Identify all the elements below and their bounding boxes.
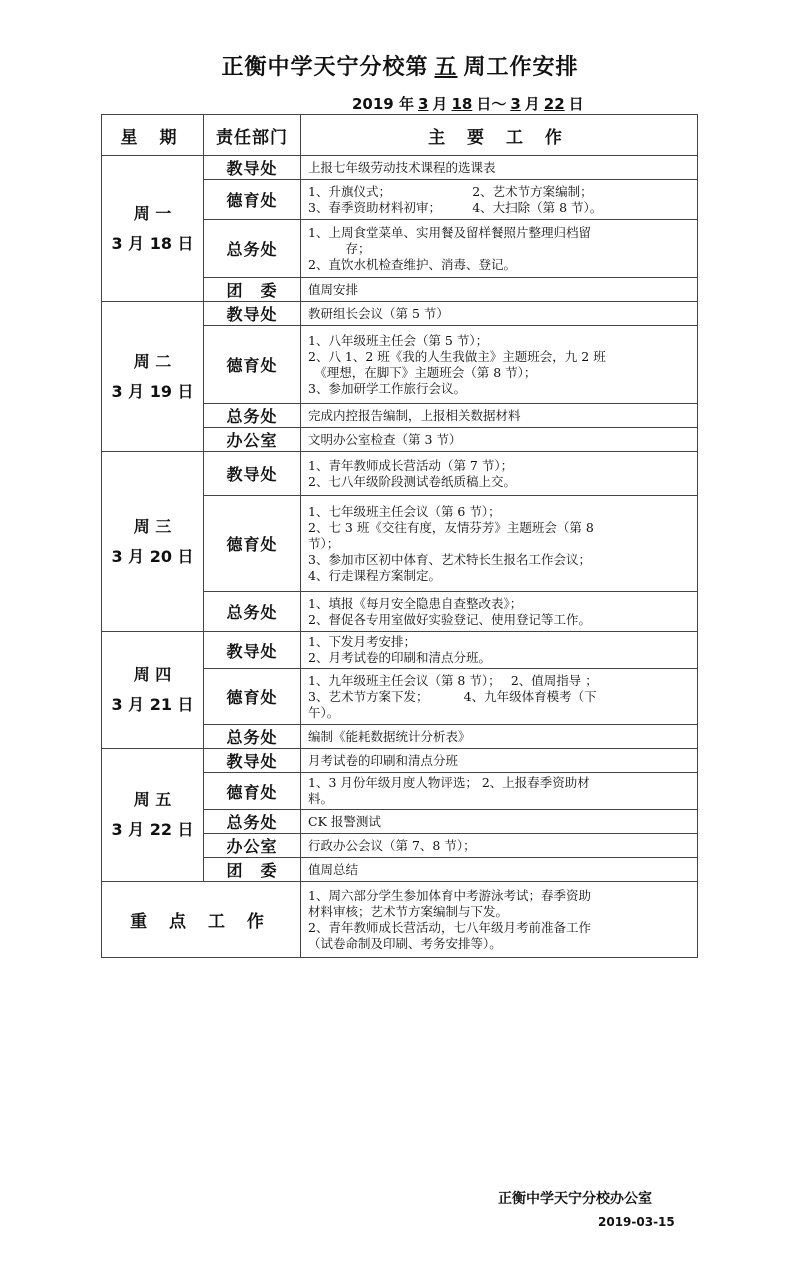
work-line: 3、参加市区初中体育、艺术特长生报名工作会议； xyxy=(308,551,591,567)
work-cell xyxy=(301,749,698,773)
work-line: 1、青年教师成长营活动（第 7 节）； xyxy=(308,457,514,473)
page-title xyxy=(0,50,800,81)
schedule-table xyxy=(101,114,698,958)
header-row xyxy=(102,115,698,156)
dept-cell: 总务处 xyxy=(204,810,301,834)
work-line: 1、填报《每月安全隐患自查整改表》； xyxy=(308,595,523,611)
dept-cell: 教导处 xyxy=(204,452,301,496)
work-cell xyxy=(301,592,698,632)
day-name: 周 一 xyxy=(133,203,172,223)
schedule-row xyxy=(102,632,698,669)
work-line: 完成内控报告编制，上报相关数据材料 xyxy=(308,407,521,423)
start-day: 18 xyxy=(451,95,473,113)
work-cell xyxy=(301,810,698,834)
work-cell xyxy=(301,180,698,220)
footer-org: 正衡中学天宁分校办公室 xyxy=(498,1191,652,1207)
day-cell xyxy=(102,156,204,302)
start-month: 3 xyxy=(417,95,429,113)
header-dept: 责任部门 xyxy=(204,115,301,156)
footer-date: 2019-03-15 xyxy=(598,1215,675,1229)
day-date: 3 月 21 日 xyxy=(111,695,194,714)
focus-row xyxy=(102,882,698,958)
schedule-row xyxy=(102,302,698,326)
focus-work-cell xyxy=(301,882,698,958)
work-cell xyxy=(301,278,698,302)
work-line: 1、七年级班主任会议（第 6 节）； xyxy=(308,503,501,519)
dept-cell: 办公室 xyxy=(204,428,301,452)
focus-label: 重 点 工 作 xyxy=(102,882,301,958)
work-line: 2、直饮水机检查维护、消毒、登记。 xyxy=(308,256,516,272)
dept-cell: 总务处 xyxy=(204,592,301,632)
header-work: 主 要 工 作 xyxy=(301,115,698,156)
header-day: 星 期 xyxy=(102,115,204,156)
dept-cell: 总务处 xyxy=(204,725,301,749)
work-cell xyxy=(301,220,698,278)
work-line: 午）。 xyxy=(308,704,340,720)
title-suffix: 周工作安排 xyxy=(463,55,579,80)
work-cell xyxy=(301,834,698,858)
dept-cell: 总务处 xyxy=(204,404,301,428)
day-cell xyxy=(102,632,204,749)
date-text: 月 xyxy=(524,95,540,113)
dept-cell: 教导处 xyxy=(204,749,301,773)
work-line: 1、下发月考安排； xyxy=(308,634,416,649)
work-line: 编制《能耗数据统计分析表》 xyxy=(308,728,471,744)
work-cell xyxy=(301,858,698,882)
work-line: 3、艺术节方案下发； 4、九年级体育模考（下 xyxy=(308,688,597,704)
work-line: 值周安排 xyxy=(308,281,359,297)
dept-cell: 团 委 xyxy=(204,858,301,882)
day-date: 3 月 19 日 xyxy=(111,381,194,401)
work-line: 文明办公室检查（第 3 节） xyxy=(308,431,462,447)
day-name: 周 五 xyxy=(133,790,172,809)
work-line: 节）； xyxy=(308,535,340,551)
dept-cell: 德育处 xyxy=(204,773,301,810)
work-cell xyxy=(301,669,698,725)
dept-cell: 教导处 xyxy=(204,302,301,326)
dept-cell: 教导处 xyxy=(204,156,301,180)
work-cell xyxy=(301,725,698,749)
work-cell xyxy=(301,326,698,404)
work-line: 3、春季资助材料初审； 4、大扫除（第 8 节）。 xyxy=(308,199,603,215)
day-name: 周 三 xyxy=(133,516,172,536)
date-text: 日 xyxy=(568,95,584,113)
schedule-row xyxy=(102,156,698,180)
work-cell xyxy=(301,428,698,452)
work-line: 1、升旗仪式； 2、艺术节方案编制； xyxy=(308,183,593,199)
work-cell xyxy=(301,156,698,180)
day-cell xyxy=(102,452,204,632)
work-line: 教研组长会议（第 5 节） xyxy=(308,305,449,321)
dept-cell: 德育处 xyxy=(204,669,301,725)
work-cell xyxy=(301,496,698,592)
dept-cell: 德育处 xyxy=(204,496,301,592)
work-line: 上报七年级劳动技术课程的选课表 xyxy=(308,159,496,175)
work-cell xyxy=(301,302,698,326)
focus-line: （试卷命制及印刷、考务安排等）。 xyxy=(308,935,502,951)
work-line: 2、月考试卷的印刷和清点分班。 xyxy=(308,650,491,665)
work-line: 3、参加研学工作旅行会议。 xyxy=(308,380,466,396)
work-cell xyxy=(301,404,698,428)
work-line: 1、八年级班主任会（第 5 节）； xyxy=(308,332,489,348)
work-line: 月考试卷的印刷和清点分班 xyxy=(308,752,459,768)
work-line: 值周总结 xyxy=(308,861,359,877)
day-cell xyxy=(102,749,204,882)
date-range xyxy=(352,93,584,114)
work-cell xyxy=(301,452,698,496)
schedule-row xyxy=(102,749,698,773)
work-line: 2、督促各专用室做好实验登记、使用登记等工作。 xyxy=(308,611,591,627)
end-month: 3 xyxy=(510,95,521,113)
dept-cell: 总务处 xyxy=(204,220,301,278)
date-year: 2019 年 xyxy=(352,95,414,113)
day-name: 周 二 xyxy=(133,351,172,371)
day-date: 3 月 22 日 xyxy=(111,820,194,839)
work-cell xyxy=(301,773,698,810)
work-line: 行政办公会议（第 7、8 节）； xyxy=(308,837,476,853)
work-line: 4、行走课程方案制定。 xyxy=(308,567,441,583)
focus-line: 材料审核；艺术节方案编制与下发。 xyxy=(308,903,509,919)
work-line: 2、八 1、2 班《我的人生我做主》主题班会，九 2 班 xyxy=(308,348,606,364)
work-cell xyxy=(301,632,698,669)
work-line: CK 报警测试 xyxy=(308,813,381,829)
focus-line: 2、青年教师成长营活动，七八年级月考前准备工作 xyxy=(308,919,591,935)
work-line: 2、七 3 班《交往有度，友情芬芳》主题班会（第 8 xyxy=(308,519,594,535)
work-line: 1、上周食堂菜单、实用餐及留样餐照片整理归档留 xyxy=(308,224,591,240)
day-date: 3 月 20 日 xyxy=(111,546,194,566)
date-text: 日～ xyxy=(476,95,507,113)
focus-line: 1、周六部分学生参加体育中考游泳考试；春季资助 xyxy=(308,887,591,903)
day-name: 周 四 xyxy=(133,665,172,684)
work-line: 存； xyxy=(308,240,371,256)
schedule-row xyxy=(102,452,698,496)
dept-cell: 德育处 xyxy=(204,326,301,404)
work-line: 《理想，在脚下》主题班会（第 8 节）； xyxy=(308,364,537,380)
dept-cell: 德育处 xyxy=(204,180,301,220)
day-cell xyxy=(102,302,204,452)
work-line: 1、九年级班主任会议（第 8 节）； 2、值周指导 ； xyxy=(308,672,598,688)
dept-cell: 教导处 xyxy=(204,632,301,669)
date-text: 月 xyxy=(432,95,448,113)
end-day: 22 xyxy=(543,95,565,113)
week-number: 五 xyxy=(434,55,458,80)
work-line: 1、3 月份年级月度人物评选； 2、上报春季资助材 xyxy=(308,775,590,790)
dept-cell: 团 委 xyxy=(204,278,301,302)
work-line: 2、七八年级阶段测试卷纸质稿上交。 xyxy=(308,473,516,489)
day-date: 3 月 18 日 xyxy=(111,233,194,253)
dept-cell: 办公室 xyxy=(204,834,301,858)
work-line: 料。 xyxy=(308,791,334,806)
title-prefix: 正衡中学天宁分校第 xyxy=(221,55,429,80)
